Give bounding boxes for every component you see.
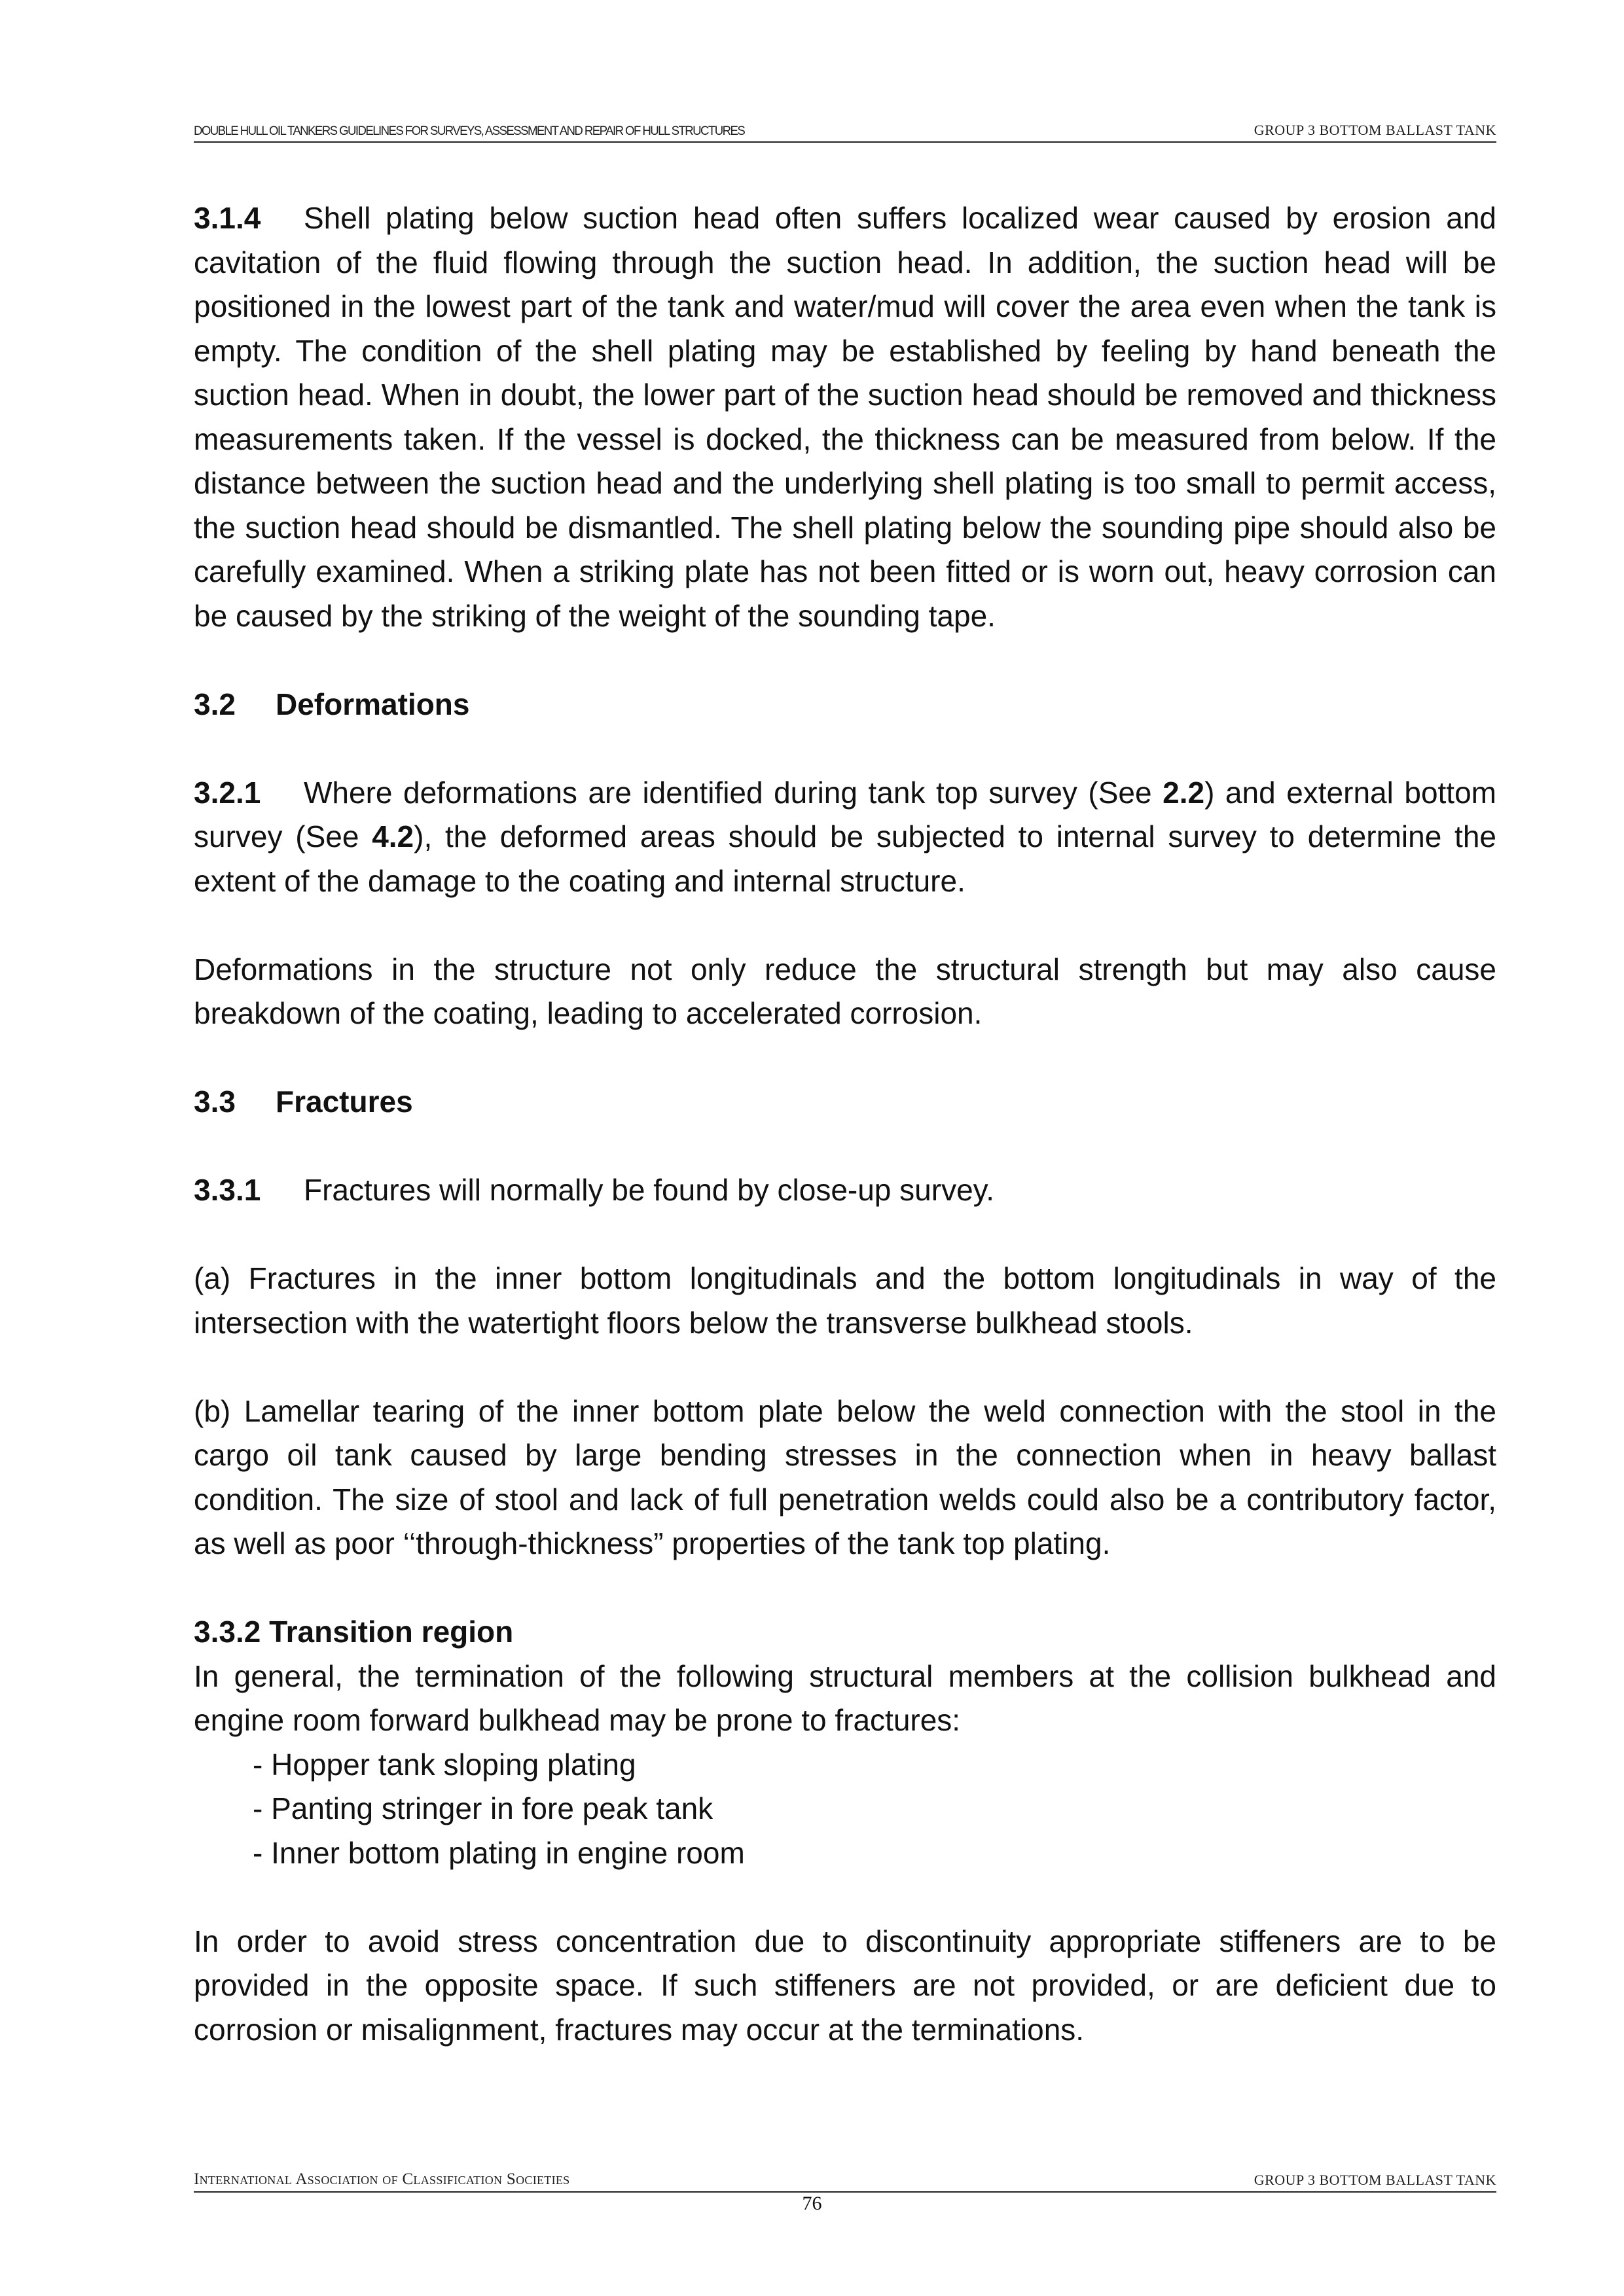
footer-organization: International Association of Classification Societies	[194, 2170, 570, 2188]
paragraph-deformations: Deformations in the structure not only reduce the structural strength but may also cause breakdown of the coating, leading to accelerated corrosion.	[194, 952, 1496, 1030]
section-number: 3.2.1	[194, 775, 261, 810]
paragraph-3-1-4	[194, 196, 1496, 638]
header-section-title: GROUP 3 BOTTOM BALLAST TANK	[1254, 122, 1496, 138]
section-number: 3.3.1	[194, 1173, 261, 1207]
section-number: 3.2	[194, 687, 236, 721]
section-title: Deformations	[276, 687, 470, 721]
section-number: 3.1.4	[194, 201, 261, 235]
heading-3-3-2: 3.3.2 Transition region	[194, 1615, 514, 1649]
bullet-item: - Panting stringer in fore peak tank	[253, 1791, 713, 1825]
paragraph-text: Shell plating below suction head often suffers localized wear caused by erosion and cavitation of the fluid flowing through the suction head. In addition, the suction head will be positioned in the lowest part of the tank and water/mud will cover the area even when the tank is empty. The condition of the shell plating may be established by feeling by hand beneath the suction head. When in doubt, the lower part of the suction head should be removed and thickness measurements taken. If the vessel is docked, the thickness can be measured from below. If the distance between the suction head and the underlying shell plating is too small to permit access, the suction head should be dismantled. The shell plating below the sounding pipe should also be carefully examined. When a striking plate has not been fitted or is worn out, heavy corrosion can be caused by the striking of the weight of the sounding tape.	[194, 201, 1496, 633]
paragraph-3-3-1	[194, 1168, 1496, 1213]
paragraph-3-2-1	[194, 771, 1496, 904]
page-footer	[194, 2172, 1496, 2193]
cross-reference-link: 4.2	[372, 819, 414, 853]
paragraph-text: ), the deformed areas should be subjected to internal survey to determine the extent of the damage to the coating and internal structure.	[194, 819, 1496, 898]
page-header	[194, 122, 1496, 143]
header-document-title: DOUBLE HULL OIL TANKERS GUIDELINES FOR SURVEYS, ASSESSMENT AND REPAIR OF HULL STRUCTURES	[194, 124, 745, 138]
paragraph-text: ) and external bottom survey (See	[194, 775, 1496, 853]
page-body	[194, 196, 1496, 2052]
page-number: 76	[802, 2193, 822, 2214]
bullet-item: - Inner bottom plating in engine room	[253, 1835, 745, 1870]
section-title: Fractures	[276, 1085, 413, 1119]
heading-3-3	[194, 1080, 1496, 1124]
paragraph-transition-intro: In general, the termination of the following structural members at the collision bulkhead and engine room forward bulkhead may be prone to fractures:	[194, 1659, 1496, 1737]
list-item-a: (a) Fractures in the inner bottom longitudinals and the bottom longitudinals in way of the intersection with the watertight floors below the transverse bulkhead stools.	[194, 1261, 1496, 1340]
paragraph-text: Where deformations are identified during tank top survey (See	[304, 775, 1163, 810]
cross-reference-link: 2.2	[1163, 775, 1205, 810]
section-number: 3.3	[194, 1085, 236, 1119]
paragraph-text: Fractures will normally be found by close-up survey.	[304, 1173, 995, 1207]
list-item-b: (b) Lamellar tearing of the inner bottom plate below the weld connection with the stool in the cargo oil tank caused by large bending stresses in the connection when in heavy ballast condition. The size of stool and lack of full penetration welds could also be a contributory factor, as well as poor ‘‘through-thickness” properties of the tank top plating.	[194, 1393, 1496, 1560]
bullet-item: - Hopper tank sloping plating	[253, 1747, 636, 1782]
paragraph-transition-closing: In order to avoid stress concentration due to discontinuity appropriate stiffeners are to be provided in the opposite space. If such stiffeners are not provided, or are deficient due to corrosion or misalignment, fractures may occur at the terminations.	[194, 1924, 1496, 2047]
heading-3-2	[194, 683, 1496, 727]
footer-section-title: GROUP 3 BOTTOM BALLAST TANK	[1254, 2172, 1496, 2188]
